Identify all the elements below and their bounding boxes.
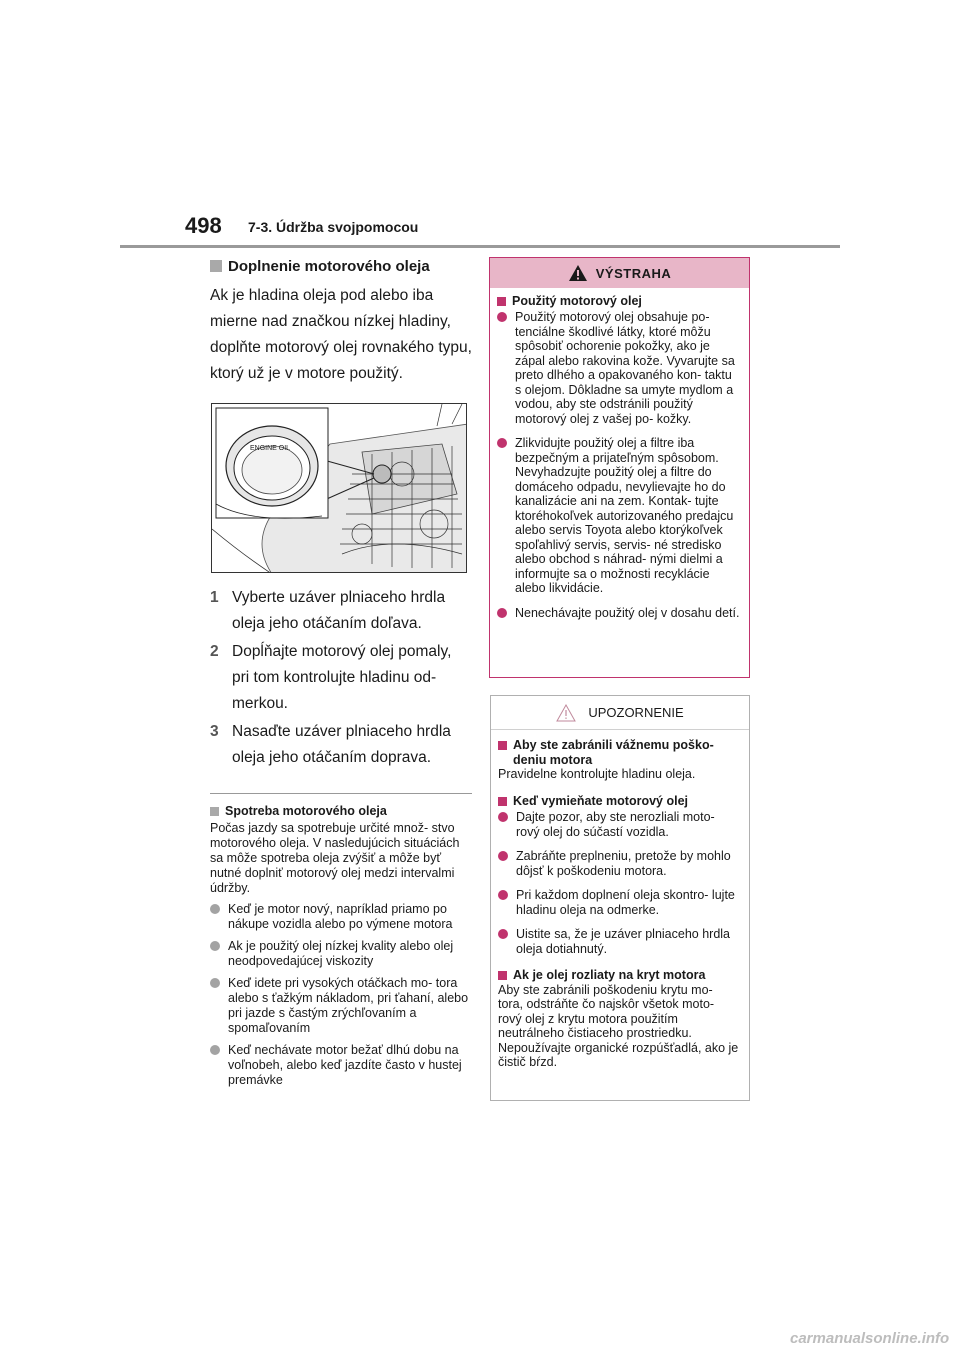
circle-bullet-icon xyxy=(498,851,512,861)
caution-item-text: Pri každom doplnení oleja skontro- lujte hladinu oleja na odmerke. xyxy=(516,888,735,917)
engine-bay-drawing xyxy=(212,404,467,573)
consumption-heading xyxy=(210,804,472,818)
square-bullet-icon xyxy=(497,297,506,306)
section-title: 7-3. Údržba svojpomocou xyxy=(248,219,419,235)
step-text: Vyberte uzáver plniaceho hrdla oleja jeho otáčaním doľava. xyxy=(232,589,446,632)
warning-item xyxy=(497,606,741,621)
step-text: Dopĺňajte motorový olej pomaly, pri tom kontrolujte hladinu od- merkou. xyxy=(232,643,452,712)
page-number: 498 xyxy=(185,213,222,238)
step-number: 3 xyxy=(210,723,219,740)
caution-item xyxy=(498,927,741,956)
caution-header xyxy=(491,696,749,730)
caution-body xyxy=(491,730,749,1070)
step-number: 2 xyxy=(210,643,219,660)
circle-bullet-icon xyxy=(497,438,511,448)
topic-heading xyxy=(210,258,472,275)
warning-box xyxy=(489,257,750,678)
circle-bullet-icon xyxy=(497,312,511,322)
list-item-text: Keď nechávate motor bežať dlhú dobu na voľnobeh, alebo keď jazdíte často v hustej premávke xyxy=(228,1043,462,1087)
caution-section-heading-text: Aby ste zabránili vážnemu poško- deniu motora xyxy=(513,738,714,767)
circle-bullet-icon xyxy=(210,978,224,988)
warning-subheading xyxy=(497,294,741,308)
circle-bullet-icon xyxy=(498,812,512,822)
steps-list xyxy=(210,585,472,771)
warning-header xyxy=(490,258,749,288)
caution-section-heading-text: Keď vymieňate motorový olej xyxy=(513,793,689,808)
caution-section-heading xyxy=(498,968,741,983)
step-item xyxy=(210,719,472,771)
cap-label: ENGINE OIL xyxy=(250,445,291,452)
step-item xyxy=(210,585,472,637)
list-item xyxy=(210,976,472,1036)
header-rule xyxy=(120,245,840,248)
step-number: 1 xyxy=(210,589,219,606)
caution-item-text: Uistite sa, že je uzáver plniaceho hrdla oleja dotiahnutý. xyxy=(516,927,731,956)
step-text: Nasaďte uzáver plniaceho hrdla oleja jeho otáčaním doprava. xyxy=(232,723,451,766)
consumption-paragraph: Počas jazdy sa spotrebuje určité množ- stvo motorového oleja. V nasledujúcich situáciách sa môže spotreba oleja zvýšiť a môže byť nutné doplniť motorový olej medzi intervalmi údržby. xyxy=(210,821,460,895)
caution-triangle-icon xyxy=(556,704,576,722)
warning-item-text: Nenechávajte použitý olej v dosahu detí. xyxy=(515,605,740,620)
list-item-text: Ak je použitý olej nízkej kvality alebo olej neodpovedajúcej viskozity xyxy=(228,939,454,968)
warning-body xyxy=(490,288,749,620)
caution-item xyxy=(498,888,741,917)
circle-bullet-icon xyxy=(210,1045,224,1055)
warning-item xyxy=(497,436,741,596)
step-item xyxy=(210,639,472,717)
circle-bullet-icon xyxy=(210,941,224,951)
square-bullet-icon xyxy=(210,807,219,816)
topic-heading-text: Doplnenie motorového oleja xyxy=(228,258,430,275)
caution-item xyxy=(498,849,741,878)
intro-paragraph: Ak je hladina oleja pod alebo iba mierne nad značkou nízkej hladiny, doplňte motorový olej rovnakého typu, ktorý už je v motore použitý. xyxy=(210,287,472,382)
circle-bullet-icon xyxy=(498,929,512,939)
watermark[interactable]: carmanualsonline.info xyxy=(790,1330,950,1347)
warning-item xyxy=(497,310,741,426)
list-item xyxy=(210,1043,472,1088)
warning-subheading-text: Použitý motorový olej xyxy=(512,294,642,308)
engine-oil-cap-illustration xyxy=(211,403,467,573)
list-item-text: Keď je motor nový, napríklad priamo po nákupe vozidla alebo po výmene motora xyxy=(228,902,453,931)
main-column xyxy=(210,258,472,1095)
square-bullet-icon xyxy=(498,741,507,750)
caution-paragraph: Pravidelne kontrolujte hladinu oleja. xyxy=(498,767,696,781)
warning-triangle-icon xyxy=(568,264,588,282)
square-bullet-icon xyxy=(210,260,222,272)
caution-box xyxy=(490,695,750,1101)
square-bullet-icon xyxy=(498,971,507,980)
list-item xyxy=(210,939,472,969)
consumption-heading-text: Spotreba motorového oleja xyxy=(225,804,387,818)
warning-title: VÝSTRAHA xyxy=(595,265,672,281)
circle-bullet-icon xyxy=(498,890,512,900)
warning-item-text: Použitý motorový olej obsahuje po- tenciálne škodlivé látky, ktoré môžu spôsobiť ochorenie pokožky, ako je zápal alebo rakovina kože. Vyvarujte sa preto dlhého a opakovaného kon- taktu s olejom. Dôkladne sa umyte mydlom a vodou, aby ste odstránili použitý motorový olej z vašej po- kožky. xyxy=(515,310,735,426)
caution-section-heading xyxy=(498,738,741,767)
caution-item-text: Zabráňte preplneniu, pretože by mohlo dôjsť k poškodeniu motora. xyxy=(516,849,731,878)
list-item-text: Keď idete pri vysokých otáčkach mo- tora alebo s ťažkým nákladom, pri ťahaní, alebo pri jazde s častým zrýchľovaním a spomaľovaním xyxy=(228,976,469,1035)
square-bullet-icon xyxy=(498,797,507,806)
warning-item-text: Zlikvidujte použitý olej a filtre iba bezpečným a prijateľným spôsobom. Nevyhadzujte použitý olej a filtre do domáceho odpadu, nevylievajte ho do kanalizácie ani na zem. Kontak- tujte ktoréhokoľvek autorizovaného predajcu alebo servis Toyota alebo ktorýkoľvek spoľahlivý servis, servis- né stredisko alebo obchod s náhrad- nými dielmi a informujte sa o možnosti recyklácie alebo likvidácie. xyxy=(515,436,734,595)
circle-bullet-icon xyxy=(210,904,224,914)
caution-paragraph: Aby ste zabránili poškodeniu krytu mo- tora, odstráňte čo najskôr všetok moto- rový olej z krytu motora použitím neutrálneho čistiaceho prostriedku. Nepoužívajte organické rozpúšťadlá, ako je čistič bŕzd. xyxy=(498,982,739,1069)
circle-bullet-icon xyxy=(497,608,511,618)
list-item xyxy=(210,902,472,932)
caution-item-text: Dajte pozor, aby ste nerozliali moto- rový olej do súčastí vozidla. xyxy=(516,810,715,839)
caution-section-heading xyxy=(498,794,741,809)
caution-section-heading-text: Ak je olej rozliaty na kryt motora xyxy=(513,968,706,982)
caution-item xyxy=(498,810,741,839)
divider xyxy=(210,793,472,794)
caution-title: UPOZORNENIE xyxy=(588,705,684,720)
